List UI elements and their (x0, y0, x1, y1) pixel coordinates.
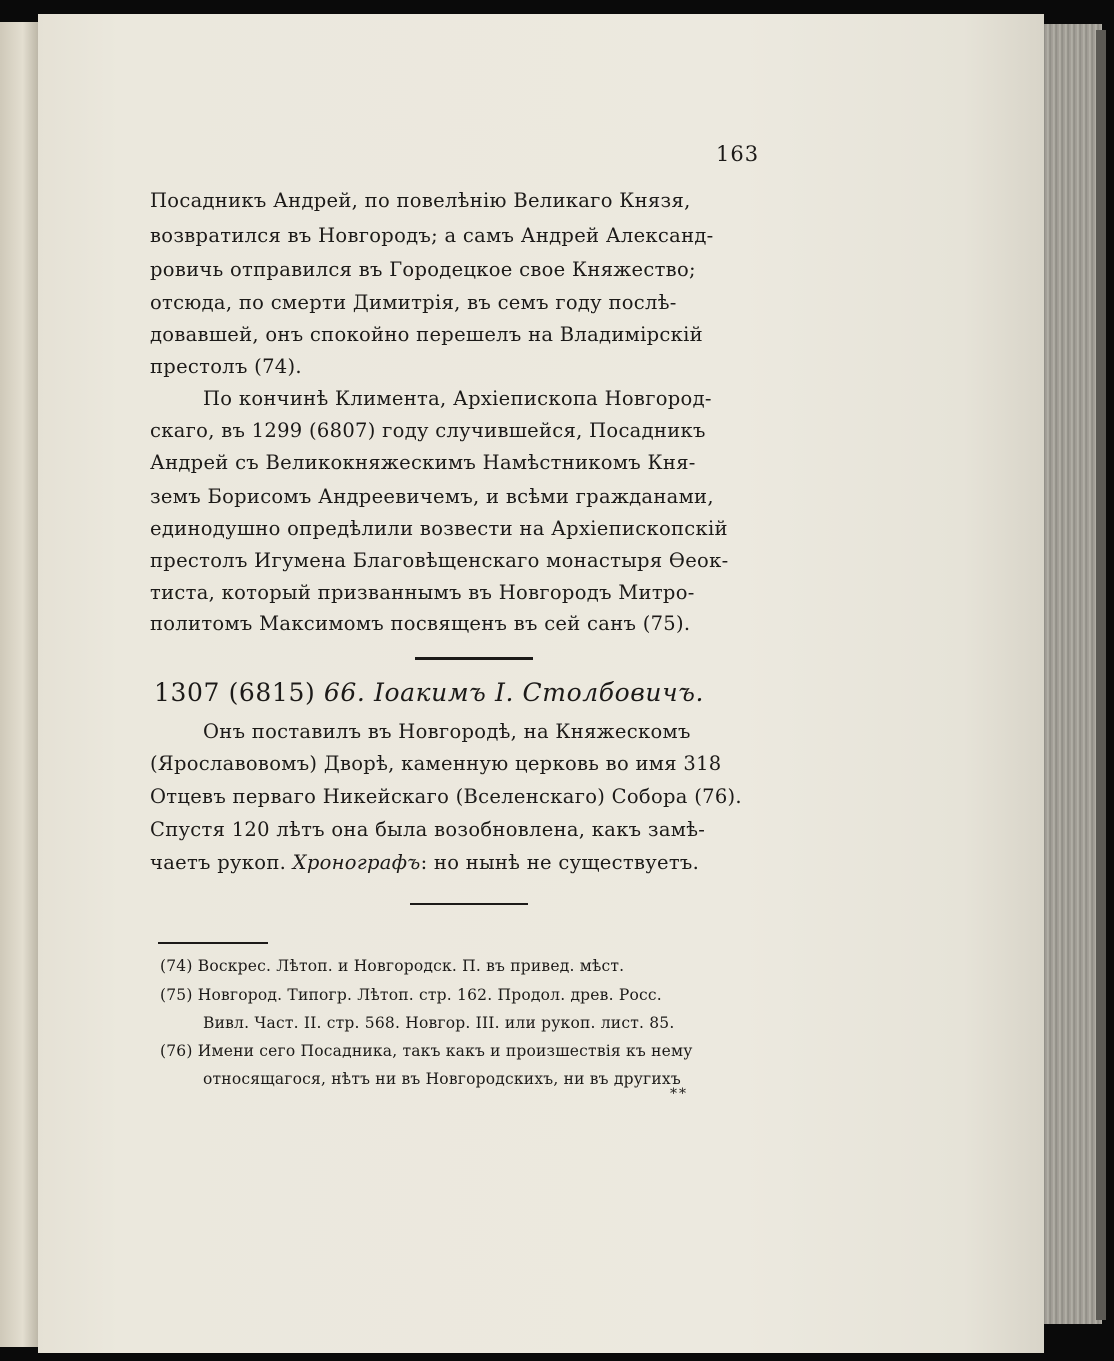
paragraph2-line: земъ Борисомъ Андреевичемъ, и всѣми гражданами, (150, 485, 714, 508)
footnote-divider (158, 942, 268, 944)
paragraph2-line: тиста, который призваннымъ въ Новгородъ Митро- (150, 581, 695, 604)
paragraph3-line (150, 853, 790, 873)
section-divider (415, 657, 533, 660)
paragraph2-line: единодушно опредѣлили возвести на Архіепископскій (150, 517, 728, 540)
footnote-76-cont: относящагося, нѣтъ ни въ Новгородскихъ, ни въ другихъ (203, 1070, 681, 1088)
paragraph1-line: довавшей, онъ спокойно перешелъ на Владимірскій (150, 323, 703, 346)
end-divider (410, 903, 528, 905)
heading-years: 1307 (6815) (154, 678, 316, 707)
paragraph2-line: престолъ Игумена Благовѣщенскаго монастыря Ѳеок- (150, 549, 729, 572)
paragraph3-line: Отцевъ перваго Никейскаго (Вселенскаго) Собора (76). (150, 785, 742, 808)
paragraph2-line: Андрей съ Великокняжескимъ Намѣстникомъ Кня- (150, 451, 696, 474)
left-page-edge (0, 22, 40, 1347)
paragraph3-italic: Хронографъ (292, 851, 421, 874)
paragraph2-line: политомъ Максимомъ посвященъ въ сей санъ (75). (150, 612, 691, 635)
paragraph1-line: ровичь отправился въ Городецкое свое Княжество; (150, 258, 696, 281)
paragraph3-text: : но нынѣ не существуетъ. (420, 851, 700, 874)
paragraph1-line: престолъ (74). (150, 355, 302, 378)
page-fore-edge (1040, 24, 1102, 1324)
paragraph1-line: Посадникъ Андрей, по повелѣнію Великаго Князя, (150, 189, 691, 212)
footnote-74: (74) Воскрес. Лѣтоп. и Новгородск. П. въ привед. мѣст. (160, 957, 625, 975)
footnote-75: (75) Новгород. Типогр. Лѣтоп. стр. 162. Продол. древ. Росс. (160, 986, 662, 1004)
binding-shadow (1096, 30, 1106, 1320)
paragraph3-text: чаетъ рукоп. (150, 851, 293, 874)
footnote-75-cont: Вивл. Част. II. стр. 568. Новгор. III. или рукоп. лист. 85. (203, 1014, 675, 1032)
paragraph3-line: Онъ поставилъ въ Новгородѣ, на Княжескомъ (203, 720, 691, 743)
section-heading (154, 678, 704, 707)
paragraph1-line: возвратился въ Новгородъ; а самъ Андрей Александ- (150, 224, 714, 247)
page-number: 163 (716, 142, 760, 166)
paragraph2-line: По кончинѣ Климента, Архіепископа Новгород- (203, 387, 712, 410)
paragraph2-line: скаго, въ 1299 (6807) году случившейся, Посадникъ (150, 419, 706, 442)
paragraph3-line: Спустя 120 лѣтъ она была возобновлена, какъ замѣ- (150, 818, 706, 841)
heading-title: 66. Іоакимъ І. Столбовичъ. (323, 678, 705, 707)
signature-mark: ** (670, 1086, 688, 1102)
footnote-76: (76) Имени сего Посадника, такъ какъ и произшествія къ нему (160, 1042, 693, 1060)
paragraph1-line: отсюда, по смерти Димитрія, въ семъ году послѣ- (150, 291, 677, 314)
paragraph3-line: (Ярославовомъ) Дворѣ, каменную церковь во имя 318 (150, 752, 722, 775)
